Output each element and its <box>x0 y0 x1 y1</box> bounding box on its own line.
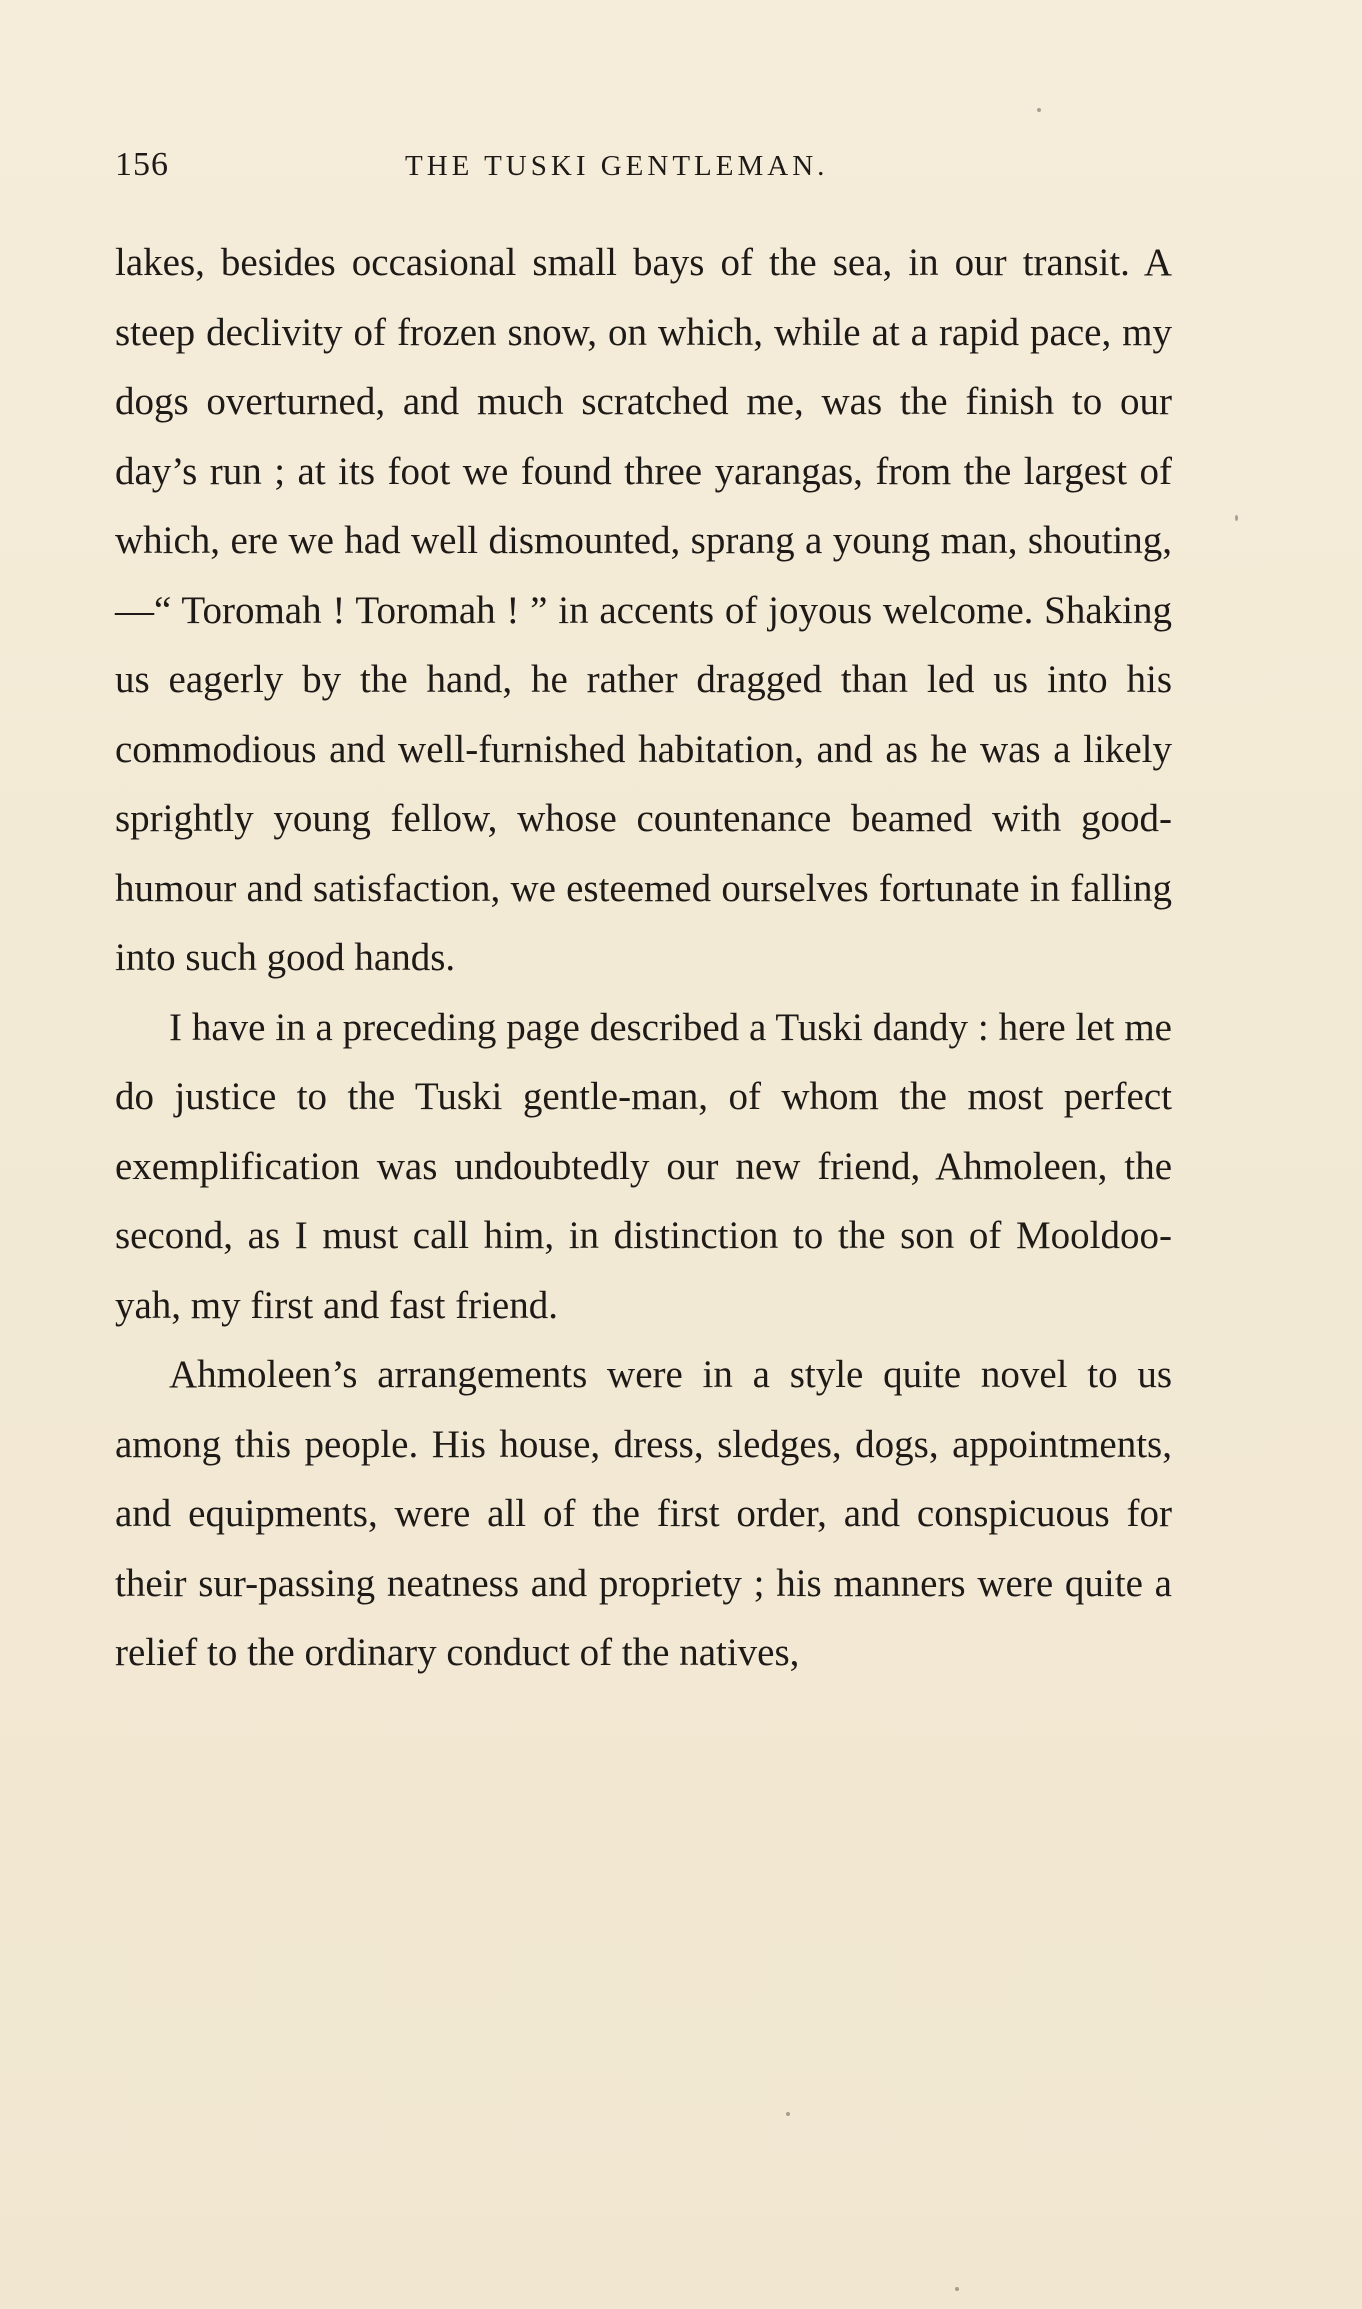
print-speck <box>786 2112 790 2116</box>
print-speck <box>955 2287 959 2291</box>
body-text <box>115 228 1172 1688</box>
paragraph-3: Ahmoleen’s arrangements were in a style quite novel to us among this people. His house, dress, sledges, dogs, appointments, and equipments, were all of the first order, and conspicuous for their sur-passing neatness and propriety ; his manners were quite a relief to the ordinary conduct of the natives, <box>115 1353 1172 1674</box>
print-speck <box>1235 515 1238 521</box>
paragraph-2: I have in a preceding page described a Tuski dandy : here let me do justice to the Tuski gentle-man, of whom the most perfect exemplification was undoubtedly our new friend, Ahmoleen, the second, as I must call him, in distinction to the son of Mooldoo-yah, my first and fast friend. <box>115 1005 1172 1327</box>
running-head: THE TUSKI GENTLEMAN. <box>405 150 829 182</box>
paragraph-1: lakes, besides occasional small bays of the sea, in our transit. A steep declivity of frozen snow, on which, while at a rapid pace, my dogs overturned, and much scratched me, was the finish to our day’s run ; at its foot we found three yarangas, from the largest of which, ere we had well dismounted, sprang a young man, shouting,—“ Toromah ! Toromah ! ” in accents of joyous welcome. Shaking us eagerly by the hand, he rather dragged than led us into his commodious and well-furnished habitation, and as he was a likely sprightly young fellow, whose countenance beamed with good-humour and satisfaction, we esteemed ourselves fortunate in falling into such good hands. <box>115 241 1172 979</box>
print-speck <box>1037 108 1041 112</box>
page-number: 156 <box>115 146 169 183</box>
page-header <box>115 146 1172 196</box>
